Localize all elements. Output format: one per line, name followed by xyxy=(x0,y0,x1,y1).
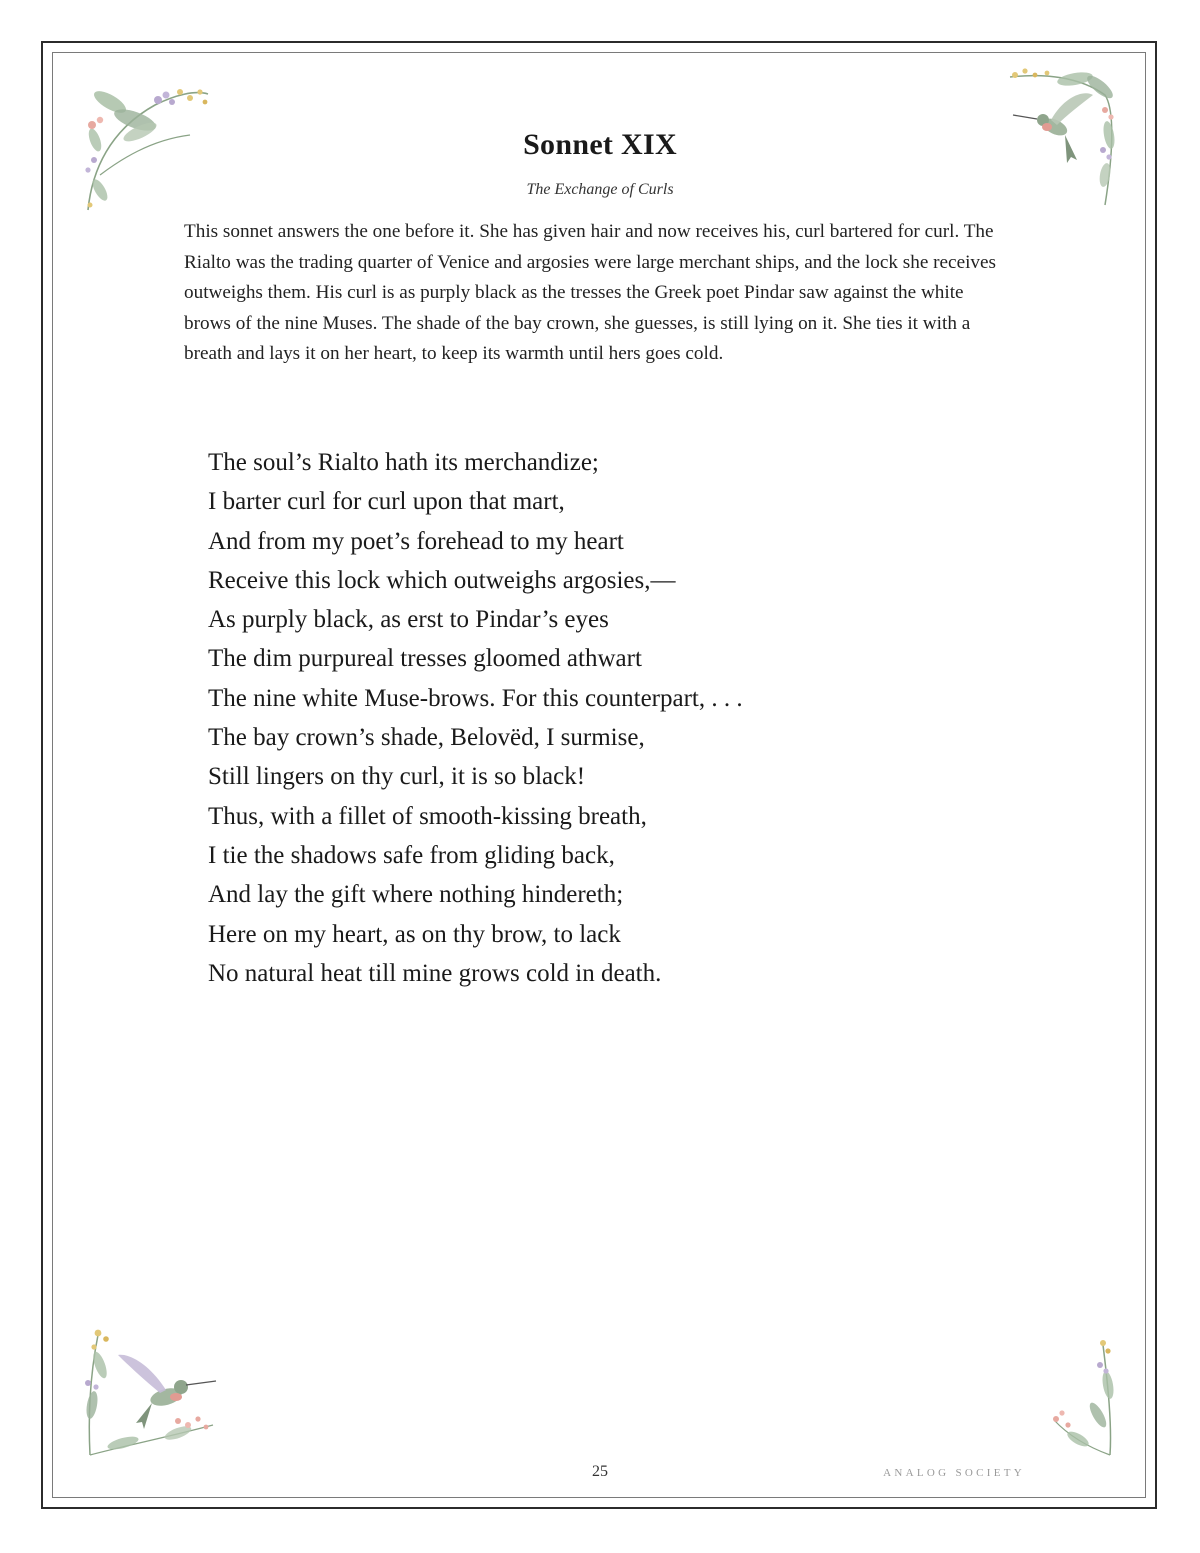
page-subtitle: The Exchange of Curls xyxy=(526,181,674,198)
poem-line: Here on my heart, as on thy brow, to lack xyxy=(208,920,621,948)
poem-line: Thus, with a fillet of smooth-kissing breath, xyxy=(208,802,647,830)
poem-line: Receive this lock which outweighs argosies,— xyxy=(208,566,676,594)
poem-line: And lay the gift where nothing hindereth; xyxy=(208,881,624,909)
poem-line: The soul’s Rialto hath its merchandize; xyxy=(208,449,599,476)
poem-line: I barter curl for curl upon that mart, xyxy=(208,488,565,516)
poem-line: The nine white Muse-brows. For this counterpart, . . . xyxy=(208,684,743,712)
brand-mark: ANALOG SOCIETY xyxy=(883,1467,1025,1479)
poem-line: As purply black, as erst to Pindar’s eyes xyxy=(208,606,609,634)
page-title: Sonnet XIX xyxy=(523,128,677,161)
intro-paragraph: This sonnet answers the one before it. She has given hair and now receives his, curl bartered for curl. The Rialto was the trading quarter of Venice and argosies were large merchant ships, and the lock she receives outweighs them. His curl is as purply black as the tresses the Greek poet Pindar saw against the white brows of the nine Muses. The shade of the bay crown, she guesses, is still lying on it. She ties it with a breath and lays it on her heart, to keep its warmth until hers goes cold. xyxy=(184,221,996,364)
floral-corner-icon xyxy=(1048,1335,1123,1460)
hummingbird-icon xyxy=(78,1325,223,1460)
poem-line: And from my poet’s forehead to my heart xyxy=(208,527,624,555)
poem-line: The dim purpureal tresses gloomed athwart xyxy=(208,645,642,673)
poem-line: Still lingers on thy curl, it is so black! xyxy=(208,763,586,791)
poem-line: No natural heat till mine grows cold in death. xyxy=(208,959,662,987)
poem-line: I tie the shadows safe from gliding back, xyxy=(208,841,615,869)
poem-line: The bay crown’s shade, Belovëd, I surmise, xyxy=(208,724,645,752)
page-number: 25 xyxy=(592,1463,608,1480)
poem xyxy=(208,443,968,993)
